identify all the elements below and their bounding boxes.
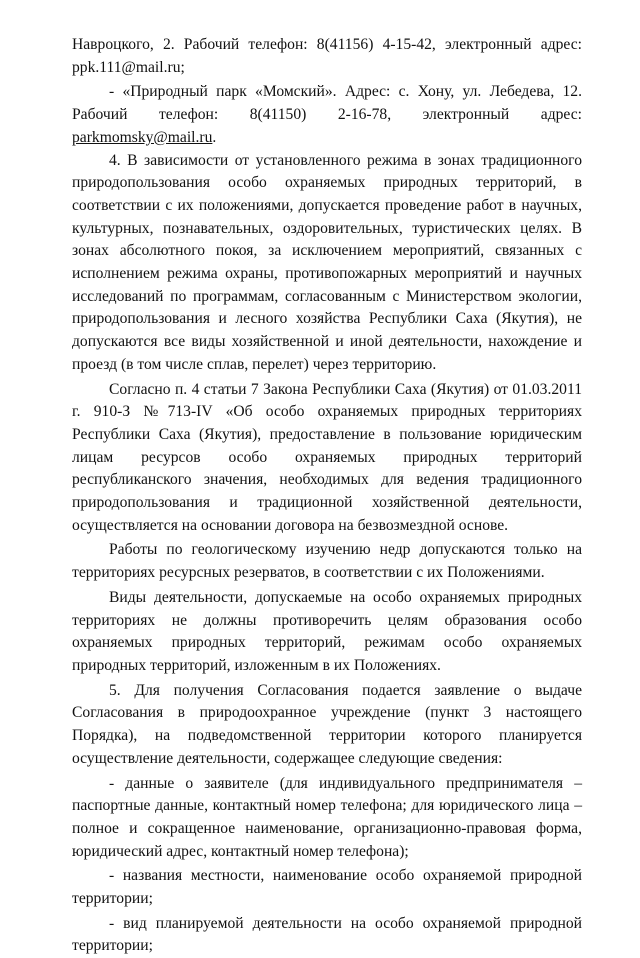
list-item-applicant-data: - данные о заявителе (для индивидуального предпринимателя – паспортные данные, контактный номер телефона; для юридического лица – полное и сокращенное наименование, организационно-правовая форма, юридический адрес, контактный номер телефона);	[72, 774, 582, 860]
list-item-activity-kind: - вид планируемой деятельности на особо охраняемой природной территории;	[72, 914, 582, 955]
paragraph-activity-types: Виды деятельности, допускаемые на особо охраняемых природных территориях не должны противоречить целям образования особо охраняемых природных территорий, режимам особо охраняемых природных территорий, изложенным в их Положениях.	[72, 588, 582, 674]
momsky-contact-end: .	[212, 128, 217, 146]
paragraph-law-reference: Согласно п. 4 статьи 7 Закона Республики Саха (Якутия) от 01.03.2011 г. 910-З №713-IV «Об особо охраняемых природных территориях Республики Саха (Якутия), предоставление в пользование юридическим лицам ресурсов особо охраняемых природных территорий республиканского значения, необходимых для ведения традиционного природопользования и традиционной хозяйственной деятельности, осуществляется на основании договора на безвозмездной основе.	[72, 380, 582, 534]
document-page	[72, 34, 582, 958]
list-item-locality-names: - названия местности, наименование особо охраняемой природной территории;	[72, 867, 582, 908]
momsky-contact-text: - «Природный парк «Момский». Адрес: с. Хону, ул. Лебедева, 12. Рабочий телефон: 8(41150) 2-16-78, электронный адрес:	[72, 83, 582, 124]
paragraph-section-4: 4. В зависимости от установленного режима в зонах традиционного природопользования особо охраняемых природных территорий, в соответствии с их положениями, допускается проведение работ в научных, культурных, познавательных, оздоровительных, туристических целях. В зонах абсолютного покоя, за исключением мероприятий, связанных с исполнением режима охраны, противопожарных мероприятий и научных исследований по программам, согласованным с Министерством экологии, природопользования и лесного хозяйства Республики Саха (Якутия), не допускаются все виды хозяйственной и иной деятельности, нахождение и проезд (в том числе сплав, перелет) через территорию.	[72, 151, 582, 373]
paragraph-geology-works: Работы по геологическому изучению недр допускаются только на территориях ресурсных резерватов, в соответствии с их Положениями.	[72, 541, 582, 582]
paragraph-address-continuation: Навроцкого, 2. Рабочий телефон: 8(41156) 4-15-42, электронный адрес: ppk.111@mail.ru;	[72, 36, 582, 76]
paragraph-section-5: 5. Для получения Согласования подается заявление о выдаче Согласования в природоохранное учреждение (пункт 3 настоящего Порядка), на подведомственной территории которого планируется осуществление деятельности, содержащее следующие сведения:	[72, 681, 582, 767]
email-link[interactable]: parkmomsky@mail.ru	[72, 128, 213, 146]
paragraph-momsky-park-contact	[72, 81, 582, 149]
